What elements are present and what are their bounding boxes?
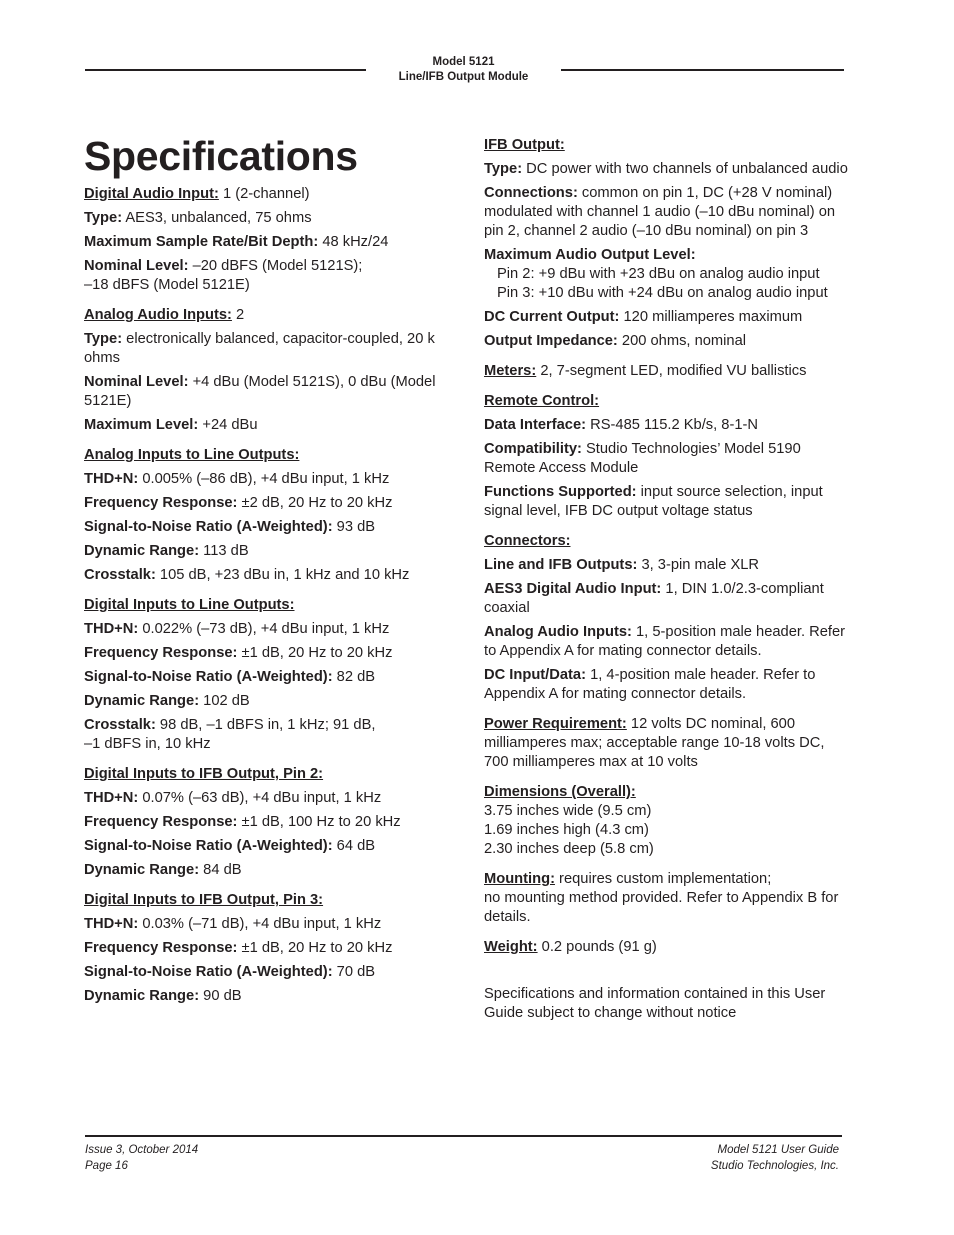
page-title: Specifications xyxy=(84,133,358,179)
spec-label: THD+N: xyxy=(84,916,139,932)
section-analog-audio-inputs xyxy=(84,306,456,435)
spec-value: requires custom implementation; xyxy=(554,871,772,887)
spec-label: DC Current Output: xyxy=(484,309,620,325)
spec-value: DC power with two channels of unbalanced audio xyxy=(522,161,848,177)
spec-label: Frequency Response: xyxy=(84,940,238,956)
footer-issue: Issue 3, October 2014 xyxy=(85,1144,199,1156)
spec-label: Compatibility: xyxy=(484,441,582,457)
section-digital-to-ifb-pin2 xyxy=(84,765,456,880)
spec-label: Crosstalk: xyxy=(84,717,156,733)
spec-value: 64 dB xyxy=(332,838,376,854)
section-heading: Digital Inputs to IFB Output, Pin 3: xyxy=(84,892,324,908)
header-rule-right xyxy=(561,69,844,71)
spec-value: RS-485 115.2 Kb/s, 8-1-N xyxy=(586,417,759,433)
spec-label: AES3 Digital Audio Input: xyxy=(484,581,662,597)
spec-value: ±1 dB, 20 Hz to 20 kHz xyxy=(237,940,393,956)
spec-value: 105 dB, +23 dBu in, 1 kHz and 10 kHz xyxy=(155,567,410,583)
spec-value-continued: –18 dBFS (Model 5121E) xyxy=(84,277,250,293)
spec-value: Studio Technologies’ Model 5190 Remote Access Module xyxy=(484,441,801,476)
section-remote-control xyxy=(484,392,849,521)
footer-page-number: Page 16 xyxy=(85,1159,128,1172)
section-power-requirement xyxy=(484,715,849,772)
section-heading: Dimensions (Overall): xyxy=(484,784,636,800)
spec-label: Connections: xyxy=(484,185,578,201)
spec-value: 1, 5-position male header. Refer to Appendix A for mating connector details. xyxy=(484,624,846,659)
spec-label: Crosstalk: xyxy=(84,567,156,583)
section-heading: Analog Audio Inputs: xyxy=(84,307,232,323)
spec-value-continued: no mounting method provided. Refer to Appendix B for details. xyxy=(484,890,839,925)
section-digital-audio-input xyxy=(84,185,456,295)
spec-value: 48 kHz/24 xyxy=(318,234,389,250)
spec-value: 98 dB, –1 dBFS in, 1 kHz; 91 dB, xyxy=(155,717,376,733)
spec-label: Analog Audio Inputs: xyxy=(484,624,632,640)
footer-guide-title: Model 5121 User Guide xyxy=(717,1144,839,1156)
spec-value: 0.03% (–71 dB), +4 dBu input, 1 kHz xyxy=(138,916,382,932)
footer-rule xyxy=(85,1135,842,1137)
spec-value: 84 dB xyxy=(199,862,242,878)
spec-value: ±1 dB, 100 Hz to 20 kHz xyxy=(237,814,401,830)
header-rule-left xyxy=(85,69,366,71)
spec-label: Frequency Response: xyxy=(84,814,238,830)
section-heading: Power Requirement: xyxy=(484,716,627,732)
spec-value: 12 volts DC nominal, 600 milliamperes max; acceptable range 10-18 volts DC, 700 milliamperes max at 10 volts xyxy=(484,716,825,770)
spec-value: 2, 7-segment LED, modified VU ballistics xyxy=(536,363,807,379)
footer-company: Studio Technologies, Inc. xyxy=(710,1159,839,1172)
spec-value: 1 (2-channel) xyxy=(218,186,310,202)
change-notice: Specifications and information contained in this User Guide subject to change without notice xyxy=(484,986,826,1021)
spec-label: Frequency Response: xyxy=(84,495,238,511)
spec-label: Signal-to-Noise Ratio (A-Weighted): xyxy=(84,838,333,854)
spec-value: 1, 4-position male header. Refer to Appendix A for mating connector details. xyxy=(484,667,816,702)
spec-label: Output Impedance: xyxy=(484,333,618,349)
spec-value: 3, 3-pin male XLR xyxy=(637,557,760,573)
section-heading: Meters: xyxy=(484,363,537,379)
spec-value: 90 dB xyxy=(199,988,242,1004)
spec-label: Maximum Sample Rate/Bit Depth: xyxy=(84,234,319,250)
footer-right xyxy=(711,1143,839,1174)
spec-label: Nominal Level: xyxy=(84,374,189,390)
spec-value: +4 dBu (Model 5121S), 0 dBu (Model 5121E) xyxy=(84,374,436,409)
spec-label: Signal-to-Noise Ratio (A-Weighted): xyxy=(84,964,333,980)
section-heading: Analog Inputs to Line Outputs: xyxy=(84,447,300,463)
page-header xyxy=(366,55,561,85)
spec-label: Type: xyxy=(84,331,123,347)
section-heading: Digital Inputs to IFB Output, Pin 2: xyxy=(84,766,324,782)
spec-label: Signal-to-Noise Ratio (A-Weighted): xyxy=(84,669,333,685)
section-heading: Mounting: xyxy=(484,871,555,887)
spec-label: Dynamic Range: xyxy=(84,693,200,709)
spec-label: Line and IFB Outputs: xyxy=(484,557,638,573)
section-meters xyxy=(484,362,849,381)
spec-value: 200 ohms, nominal xyxy=(617,333,747,349)
section-heading: IFB Output: xyxy=(484,137,565,153)
spec-value-continued: –1 dBFS in, 10 kHz xyxy=(84,736,211,752)
spec-label: Frequency Response: xyxy=(84,645,238,661)
spec-label: THD+N: xyxy=(84,790,139,806)
spec-label: THD+N: xyxy=(84,621,139,637)
section-digital-to-line xyxy=(84,596,456,754)
section-weight xyxy=(484,938,849,957)
spec-value-pin2: Pin 2: +9 dBu with +23 dBu on analog audio input xyxy=(497,266,820,282)
spec-label: THD+N: xyxy=(84,471,139,487)
spec-value: AES3, unbalanced, 75 ohms xyxy=(122,210,312,226)
section-heading: Digital Inputs to Line Outputs: xyxy=(84,597,295,613)
section-ifb-output xyxy=(484,136,849,351)
spec-value: 2 xyxy=(231,307,245,323)
section-heading: Connectors: xyxy=(484,533,571,549)
section-analog-to-line xyxy=(84,446,456,585)
section-connectors xyxy=(484,532,849,704)
header-module: Line/IFB Output Module xyxy=(398,71,529,83)
spec-value: input source selection, input signal level, IFB DC output voltage status xyxy=(484,484,823,519)
section-heading: Remote Control: xyxy=(484,393,600,409)
spec-label: Maximum Audio Output Level: xyxy=(484,247,696,263)
spec-value: common on pin 1, DC (+28 V nominal) modulated with channel 1 audio (–10 dBu nominal) on pin 2, channel 2 audio (–10 dBu nominal) on pin 3 xyxy=(484,185,836,239)
section-dimensions xyxy=(484,783,849,859)
spec-label: Dynamic Range: xyxy=(84,862,200,878)
spec-label: Dynamic Range: xyxy=(84,988,200,1004)
section-heading: Weight: xyxy=(484,939,538,955)
dimension-width: 3.75 inches wide (9.5 cm) xyxy=(484,803,652,819)
dimension-height: 1.69 inches high (4.3 cm) xyxy=(484,822,649,838)
spec-value: 0.2 pounds (91 g) xyxy=(537,939,657,955)
right-column xyxy=(484,136,849,1038)
spec-value: –20 dBFS (Model 5121S); xyxy=(188,258,363,274)
spec-value: 1, DIN 1.0/2.3-compliant coaxial xyxy=(484,581,824,616)
spec-label: Dynamic Range: xyxy=(84,543,200,559)
spec-label: Type: xyxy=(484,161,523,177)
spec-value-pin3: Pin 3: +10 dBu with +24 dBu on analog audio input xyxy=(497,285,828,301)
section-digital-to-ifb-pin3 xyxy=(84,891,456,1006)
spec-value: +24 dBu xyxy=(198,417,258,433)
spec-value: 0.07% (–63 dB), +4 dBu input, 1 kHz xyxy=(138,790,382,806)
spec-value: ±2 dB, 20 Hz to 20 kHz xyxy=(237,495,393,511)
spec-value: 102 dB xyxy=(199,693,250,709)
spec-label: Data Interface: xyxy=(484,417,587,433)
spec-label: Nominal Level: xyxy=(84,258,189,274)
spec-value: 113 dB xyxy=(199,543,249,559)
spec-label: DC Input/Data: xyxy=(484,667,586,683)
section-mounting xyxy=(484,870,849,927)
spec-label: Signal-to-Noise Ratio (A-Weighted): xyxy=(84,519,333,535)
left-column xyxy=(84,185,456,1017)
spec-label: Type: xyxy=(84,210,123,226)
footer-left xyxy=(85,1143,198,1174)
spec-label: Functions Supported: xyxy=(484,484,637,500)
spec-value: 120 milliamperes maximum xyxy=(619,309,803,325)
section-heading: Digital Audio Input: xyxy=(84,186,219,202)
spec-value: 70 dB xyxy=(332,964,376,980)
header-model: Model 5121 xyxy=(432,56,495,68)
spec-value: 0.005% (–86 dB), +4 dBu input, 1 kHz xyxy=(138,471,390,487)
spec-value: 93 dB xyxy=(332,519,376,535)
spec-value: 0.022% (–73 dB), +4 dBu input, 1 kHz xyxy=(138,621,390,637)
spec-label: Maximum Level: xyxy=(84,417,199,433)
spec-value: 82 dB xyxy=(332,669,376,685)
spec-value: ±1 dB, 20 Hz to 20 kHz xyxy=(237,645,393,661)
dimension-depth: 2.30 inches deep (5.8 cm) xyxy=(484,841,654,857)
spec-value: electronically balanced, capacitor-coupled, 20 k ohms xyxy=(84,331,435,366)
